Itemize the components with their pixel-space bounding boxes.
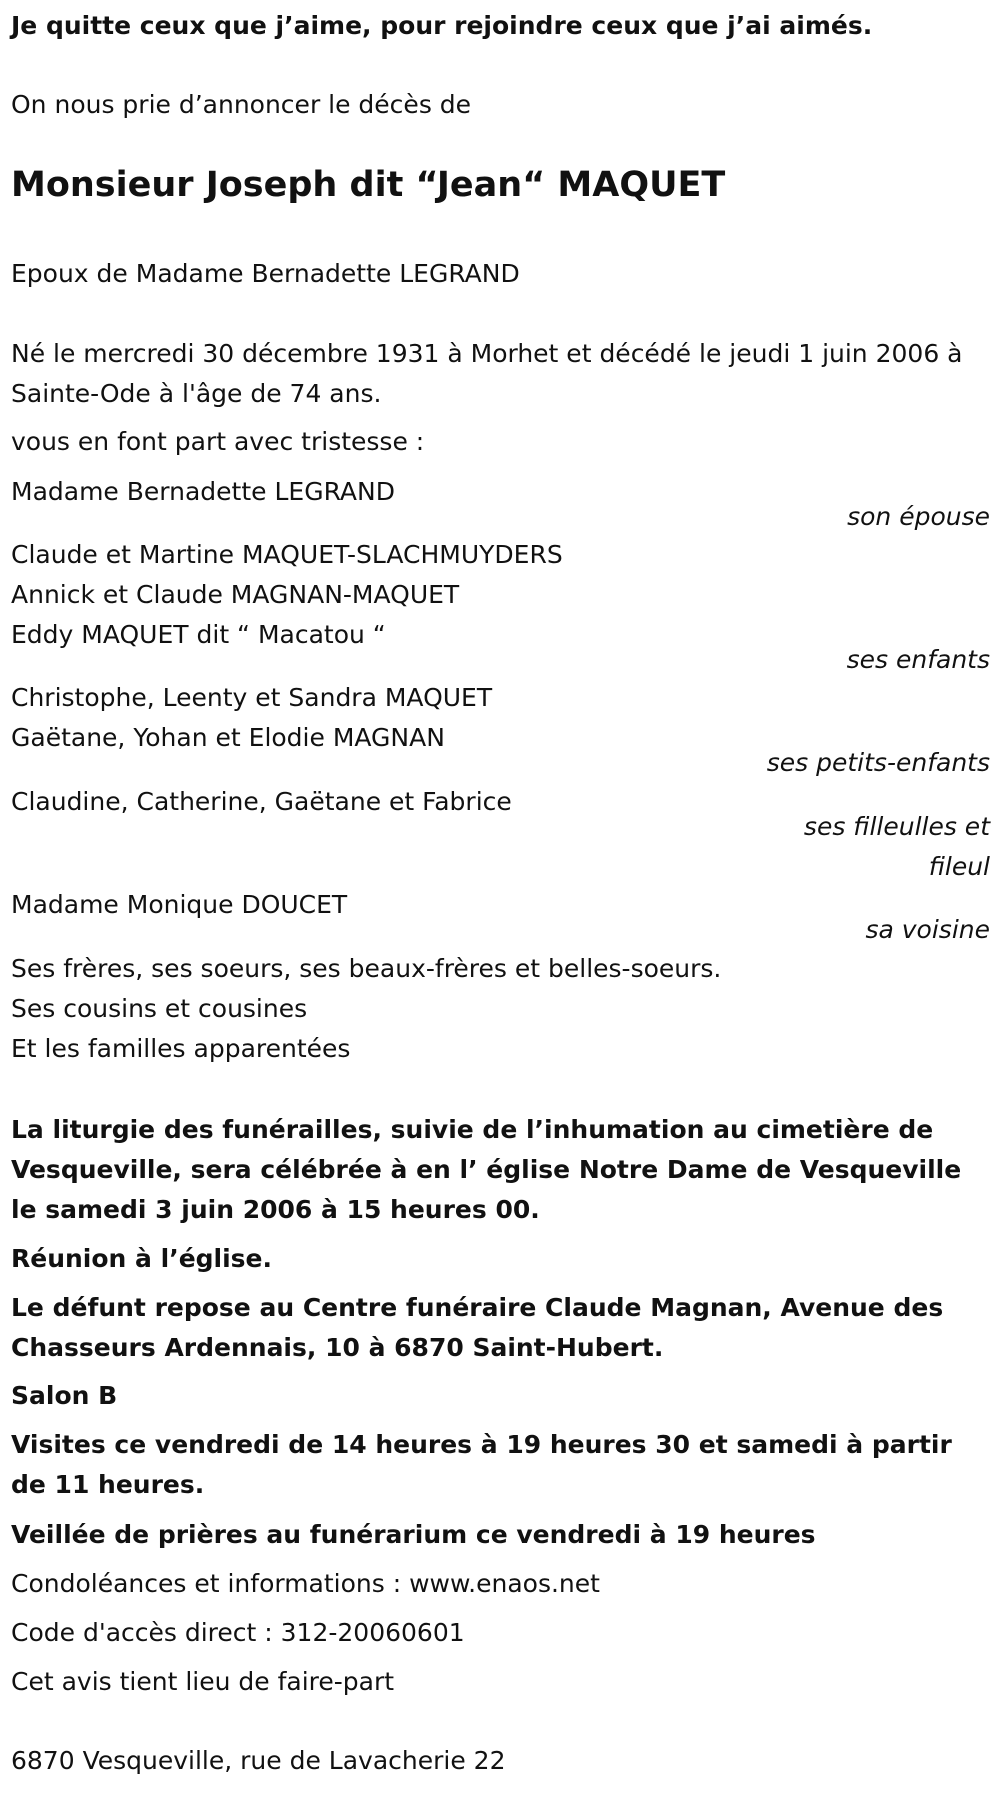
- relation-neighbor: sa voisine: [865, 915, 990, 944]
- notice-text: Cet avis tient lieu de faire-part: [11, 1667, 395, 1696]
- liturgy-text: La liturgie des funérailles, suivie de l’inhumation au cimetière de Vesqueville, sera célébrée à en l’ église Notre Dame de Vesqueville le samedi 3 juin 2006 à 15 heures 00.: [11, 1115, 962, 1224]
- intro-text: On nous prie d’annoncer le décès de: [11, 90, 472, 119]
- godchild-name: Claudine, Catherine, Gaëtane et Fabrice: [11, 787, 512, 816]
- child-name: Claude et Martine MAQUET-SLACHMUYDERS: [11, 540, 563, 569]
- announce-text: vous en font part avec tristesse :: [11, 427, 425, 456]
- condolences-text: Condoléances et informations : www.enaos.net: [11, 1569, 600, 1598]
- birth-death-text: Né le mercredi 30 décembre 1931 à Morhet et décédé le jeudi 1 juin 2006 à Sainte-Ode à l'âge de 74 ans.: [11, 339, 963, 408]
- child-name: Annick et Claude MAGNAN-MAQUET: [11, 580, 460, 609]
- family-spouse-name: Madame Bernadette LEGRAND: [11, 477, 395, 506]
- relation-godchildren: ses filleulles et fileul: [803, 812, 990, 881]
- grandchild-name: Christophe, Leenty et Sandra MAQUET: [11, 683, 493, 712]
- grandchild-name: Gaëtane, Yohan et Elodie MAGNAN: [11, 723, 445, 752]
- address-text: 6870 Vesqueville, rue de Lavacherie 22: [11, 1746, 506, 1775]
- meeting-text: Réunion à l’église.: [11, 1244, 273, 1273]
- neighbor-name: Madame Monique DOUCET: [11, 890, 348, 919]
- salon-text: Salon B: [11, 1381, 118, 1410]
- relatives-line: Ses frères, ses soeurs, ses beaux-frères et belles-soeurs.: [11, 954, 722, 983]
- relation-children: ses enfants: [846, 645, 990, 674]
- relation-spouse: son épouse: [847, 502, 990, 531]
- access-code-text: Code d'accès direct : 312-20060601: [11, 1618, 465, 1647]
- repose-text: Le défunt repose au Centre funéraire Claude Magnan, Avenue des Chasseurs Ardennais, 10 à 6870 Saint-Hubert.: [11, 1293, 944, 1362]
- spouse-line: Epoux de Madame Bernadette LEGRAND: [11, 259, 520, 288]
- deceased-name: Monsieur Joseph dit “Jean“ MAQUET: [11, 165, 726, 205]
- vigil-text: Veillée de prières au funérarium ce vendredi à 19 heures: [11, 1520, 816, 1549]
- relation-grandchildren: ses petits-enfants: [766, 748, 990, 777]
- relatives-line: Ses cousins et cousines: [11, 994, 308, 1023]
- visits-text: Visites ce vendredi de 14 heures à 19 heures 30 et samedi à partir de 11 heures.: [11, 1430, 952, 1499]
- epigraph: Je quitte ceux que j’aime, pour rejoindre ceux que j’ai aimés.: [11, 11, 873, 40]
- child-name: Eddy MAQUET dit “ Macatou “: [11, 620, 386, 649]
- relatives-line: Et les familles apparentées: [11, 1034, 351, 1063]
